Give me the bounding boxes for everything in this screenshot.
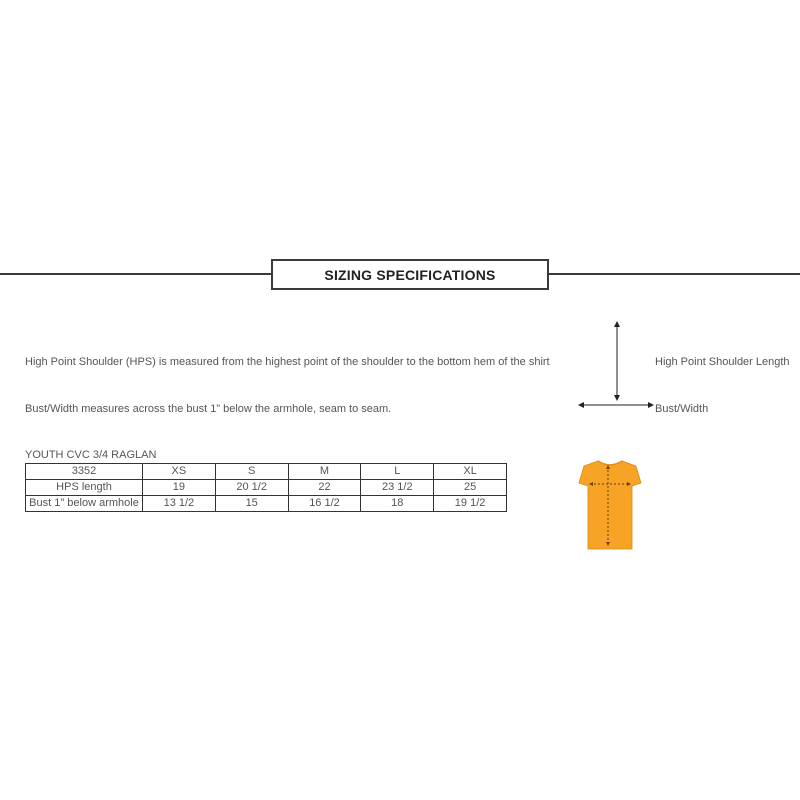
table-cell: Bust 1" below armhole bbox=[26, 496, 143, 512]
bust-label: Bust/Width bbox=[655, 403, 709, 415]
table-cell: HPS length bbox=[26, 480, 143, 496]
table-cell: 23 1/2 bbox=[361, 480, 434, 496]
table-cell: 16 1/2 bbox=[288, 496, 361, 512]
table-header-cell: L bbox=[361, 464, 434, 480]
vertical-arrow-icon bbox=[614, 321, 620, 401]
table-cell: 13 1/2 bbox=[143, 496, 216, 512]
truncated-contact-line bbox=[25, 547, 385, 551]
table-header-cell: S bbox=[215, 464, 288, 480]
horizontal-arrow-icon bbox=[578, 402, 654, 408]
section-title: SIZING SPECIFICATIONS bbox=[324, 266, 496, 283]
measurement-arrows-diagram bbox=[575, 318, 657, 410]
table-header-cell: M bbox=[288, 464, 361, 480]
header-rule-right bbox=[549, 273, 800, 275]
section-title-box bbox=[271, 259, 549, 290]
table-row bbox=[26, 480, 507, 496]
size-table bbox=[25, 463, 507, 512]
table-cell: 25 bbox=[434, 480, 507, 496]
table-cell: 18 bbox=[361, 496, 434, 512]
table-cell: 15 bbox=[215, 496, 288, 512]
table-header-cell: XL bbox=[434, 464, 507, 480]
table-header-row bbox=[26, 464, 507, 480]
table-row bbox=[26, 496, 507, 512]
table-cell: 19 1/2 bbox=[434, 496, 507, 512]
table-cell: 20 1/2 bbox=[215, 480, 288, 496]
table-cell: 22 bbox=[288, 480, 361, 496]
bust-description: Bust/Width measures across the bust 1” below the armhole, seam to seam. bbox=[25, 403, 392, 415]
hps-description: High Point Shoulder (HPS) is measured from the highest point of the shoulder to the bottom hem of the shirt bbox=[25, 356, 550, 368]
table-header-cell: XS bbox=[143, 464, 216, 480]
tshirt-icon bbox=[578, 457, 642, 551]
tshirt-body bbox=[579, 461, 641, 549]
table-title: YOUTH CVC 3/4 RAGLAN bbox=[25, 449, 157, 461]
table-cell: 19 bbox=[143, 480, 216, 496]
table-header-cell: 3352 bbox=[26, 464, 143, 480]
header-rule-left bbox=[0, 273, 272, 275]
hps-label: High Point Shoulder Length bbox=[655, 356, 790, 368]
